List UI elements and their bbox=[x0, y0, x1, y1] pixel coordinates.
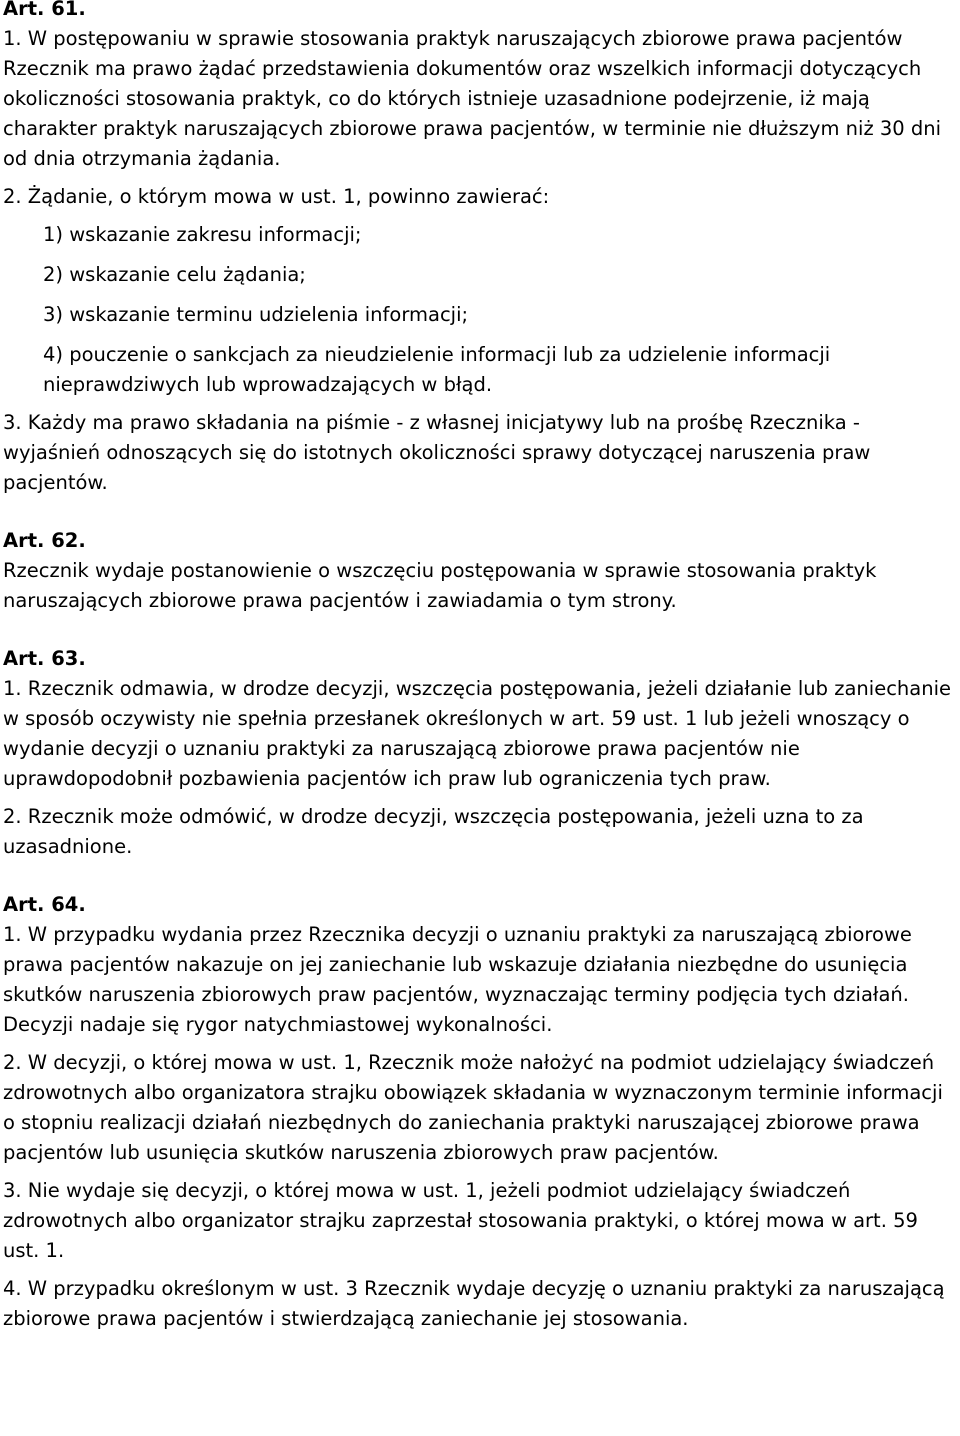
paragraph-1: Rzecznik wydaje postanowienie o wszczęciu postępowania w sprawie stosowania praktyk naruszających zbiorowe prawa pacjentów i zawiadamia o tym strony. bbox=[3, 559, 877, 612]
article-title: Art. 62. bbox=[3, 529, 86, 552]
paragraph-4: 4. W przypadku określonym w ust. 3 Rzecznik wydaje decyzję o uznaniu praktyki za naruszającą zbiorowe prawa pacjentów i stwierdzającą zaniechanie jej stosowania. bbox=[3, 1277, 945, 1330]
list-item: 4) pouczenie o sankcjach za nieudzielenie informacji lub za udzielenie informacji nieprawdziwych lub wprowadzających w błąd. bbox=[43, 343, 831, 396]
paragraph-3: 3. Każdy ma prawo składania na piśmie - z własnej inicjatywy lub na prośbę Rzecznika - wyjaśnień odnoszących się do istotnych okoliczności sprawy dotyczącej naruszenia praw pacjentów. bbox=[3, 411, 871, 494]
article-63 bbox=[3, 644, 957, 862]
paragraph-1: 1. Rzecznik odmawia, w drodze decyzji, wszczęcia postępowania, jeżeli działanie lub zaniechanie w sposób oczywisty nie spełnia przesłanek określonych w art. 59 ust. 1 lub jeżeli wnoszący o wydanie decyzji o uznaniu praktyki za naruszającą zbiorowe prawa pacjentów nie uprawdopodobnił pozbawienia pacjentów ich praw lub ograniczenia tych praw. bbox=[3, 677, 951, 790]
article-title: Art. 61. bbox=[3, 0, 86, 20]
paragraph-3: 3. Nie wydaje się decyzji, o której mowa w ust. 1, jeżeli podmiot udzielający świadczeń zdrowotnych albo organizator strajku zaprzestał stosowania praktyki, o której mowa w art. 59 ust. 1. bbox=[3, 1179, 918, 1262]
paragraph-2: 2. W decyzji, o której mowa w ust. 1, Rzecznik może nałożyć na podmiot udzielający świadczeń zdrowotnych albo organizatora strajku obowiązek składania w wyznaczonym terminie informacji o stopniu realizacji działań niezbędnych do zaniechania praktyki naruszającej zbiorowe prawa pacjentów lub usunięcia skutków naruszenia zbiorowych praw pacjentów. bbox=[3, 1051, 943, 1164]
article-title: Art. 63. bbox=[3, 647, 86, 670]
article-64 bbox=[3, 890, 957, 1334]
paragraph-2: 2. Żądanie, o którym mowa w ust. 1, powinno zawierać: bbox=[3, 185, 550, 208]
list-item: 3) wskazanie terminu udzielenia informacji; bbox=[43, 303, 469, 326]
article-title: Art. 64. bbox=[3, 893, 86, 916]
paragraph-2: 2. Rzecznik może odmówić, w drodze decyzji, wszczęcia postępowania, jeżeli uzna to za uzasadnione. bbox=[3, 805, 864, 858]
legal-document bbox=[3, 0, 957, 1334]
list-item: 2) wskazanie celu żądania; bbox=[43, 263, 306, 286]
article-62 bbox=[3, 526, 957, 616]
paragraph-1: 1. W postępowaniu w sprawie stosowania praktyk naruszających zbiorowe prawa pacjentów Rzecznik ma prawo żądać przedstawienia dokumentów oraz wszelkich informacji dotyczących okoliczności stosowania praktyk, co do których istnieje uzasadnione podejrzenie, iż mają charakter praktyk naruszających zbiorowe prawa pacjentów, w terminie nie dłuższym niż 30 dni od dnia otrzymania żądania. bbox=[3, 27, 942, 170]
list-item: 1) wskazanie zakresu informacji; bbox=[43, 223, 362, 246]
paragraph-1: 1. W przypadku wydania przez Rzecznika decyzji o uznaniu praktyki za naruszającą zbiorowe prawa pacjentów nakazuje on jej zaniechanie lub wskazuje działania niezbędne do usunięcia skutków naruszenia zbiorowych praw pacjentów, wyznaczając terminy podjęcia tych działań. Decyzji nadaje się rygor natychmiastowej wykonalności. bbox=[3, 923, 912, 1036]
article-61 bbox=[3, 0, 957, 498]
